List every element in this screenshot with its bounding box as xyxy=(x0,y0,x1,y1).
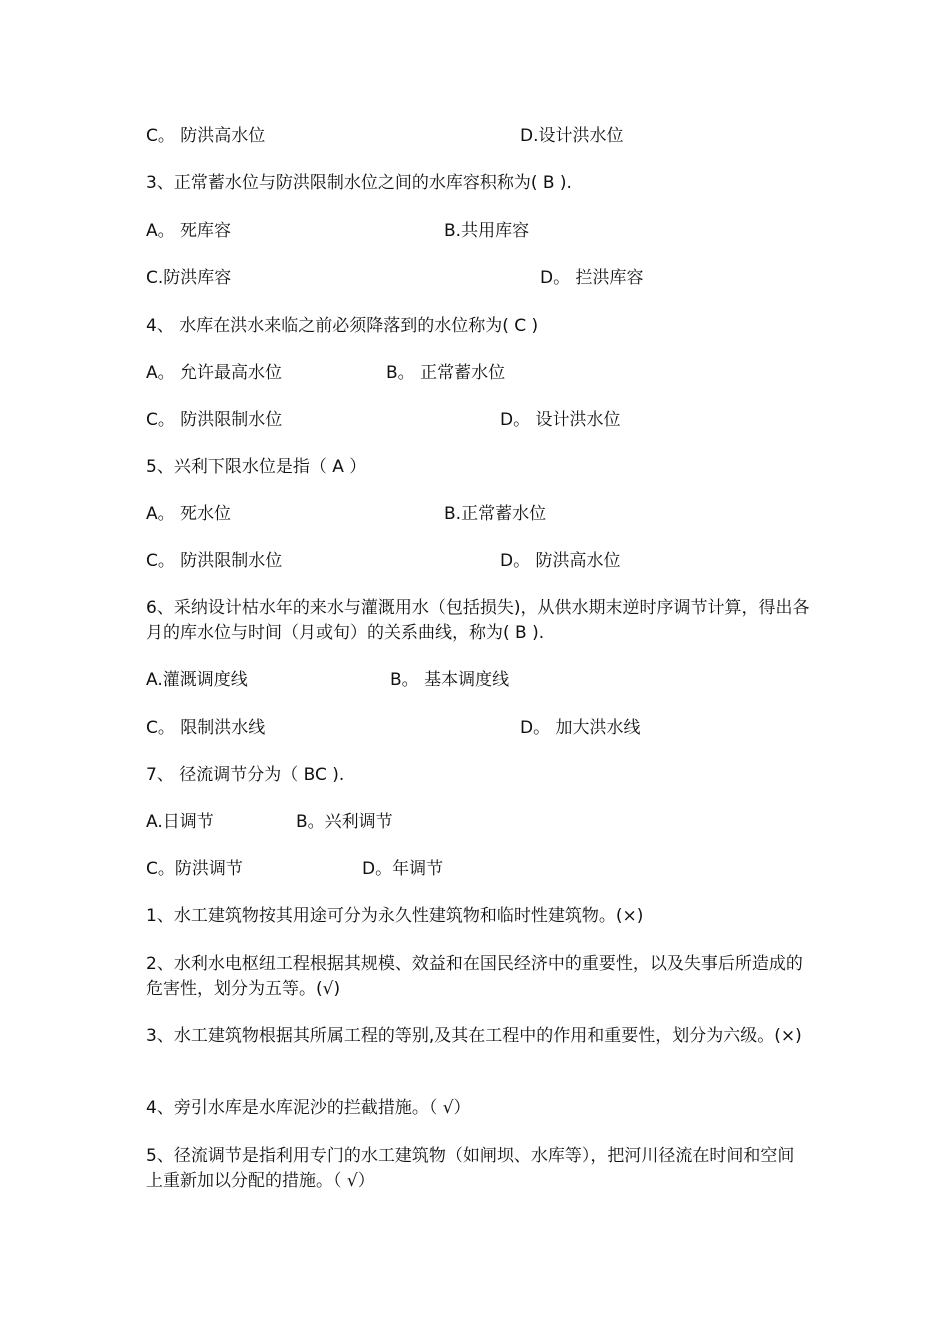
option-d: D。 加大洪水线 xyxy=(520,718,641,738)
option-c: C。防洪调节 xyxy=(146,859,243,879)
option-a: A.日调节 xyxy=(146,812,214,832)
option-d: D。 拦洪库容 xyxy=(540,268,644,288)
question-text: 6、采纳设计枯水年的来水与灌溉用水（包括损失)，从供水期末逆时序调节计算，得出各月的库水位与时间（月或旬）的关系曲线，称为( B ). xyxy=(146,598,810,643)
option-c: C。 防洪限制水位 xyxy=(146,410,283,430)
option-d: D。 设计洪水位 xyxy=(500,410,621,430)
question-text: 3、正常蓄水位与防洪限制水位之间的水库容积称为( B ). xyxy=(146,173,572,193)
option-b: B。兴利调节 xyxy=(296,812,393,832)
option-b: B。 正常蓄水位 xyxy=(386,363,506,383)
option-a: A。 死水位 xyxy=(146,504,232,524)
option-d: D.设计洪水位 xyxy=(520,126,624,146)
statement-text: 1、水工建筑物按其用途可分为永久性建筑物和临时性建筑物。(×) xyxy=(146,906,644,926)
statement-text: 2、水利水电枢纽工程根据其规模、效益和在国民经济中的重要性，以及失事后所造成的危害性，划分为五等。(√) xyxy=(146,954,803,999)
question-text: 7、 径流调节分为（ BC ). xyxy=(146,765,345,785)
option-c: C.防洪库容 xyxy=(146,268,232,288)
option-c: C。 防洪高水位 xyxy=(146,126,266,146)
question-text: 4、 水库在洪水来临之前必须降落到的水位称为( C ) xyxy=(146,316,539,336)
option-d: D。 防洪高水位 xyxy=(500,551,621,571)
option-a: A。 允许最高水位 xyxy=(146,363,283,383)
statement-text: 4、旁引水库是水库泥沙的拦截措施。（ √） xyxy=(146,1098,471,1118)
question-text: 5、兴利下限水位是指（ A ） xyxy=(146,457,367,477)
option-b: B.共用库容 xyxy=(444,221,530,241)
option-c: C。 防洪限制水位 xyxy=(146,551,283,571)
option-a: A。 死库容 xyxy=(146,221,232,241)
statement-text: 3、水工建筑物根据其所属工程的等别,及其在工程中的作用和重要性，划分为六级。(×) xyxy=(146,1026,802,1046)
statement-text: 5、径流调节是指利用专门的水工建筑物（如闸坝、水库等），把河川径流在时间和空间上重新加以分配的措施。（ √） xyxy=(146,1146,795,1191)
option-b: B。 基本调度线 xyxy=(390,670,510,690)
option-c: C。 限制洪水线 xyxy=(146,718,266,738)
option-a: A.灌溉调度线 xyxy=(146,670,248,690)
option-d: D。年调节 xyxy=(362,859,444,879)
option-b: B.正常蓄水位 xyxy=(444,504,547,524)
